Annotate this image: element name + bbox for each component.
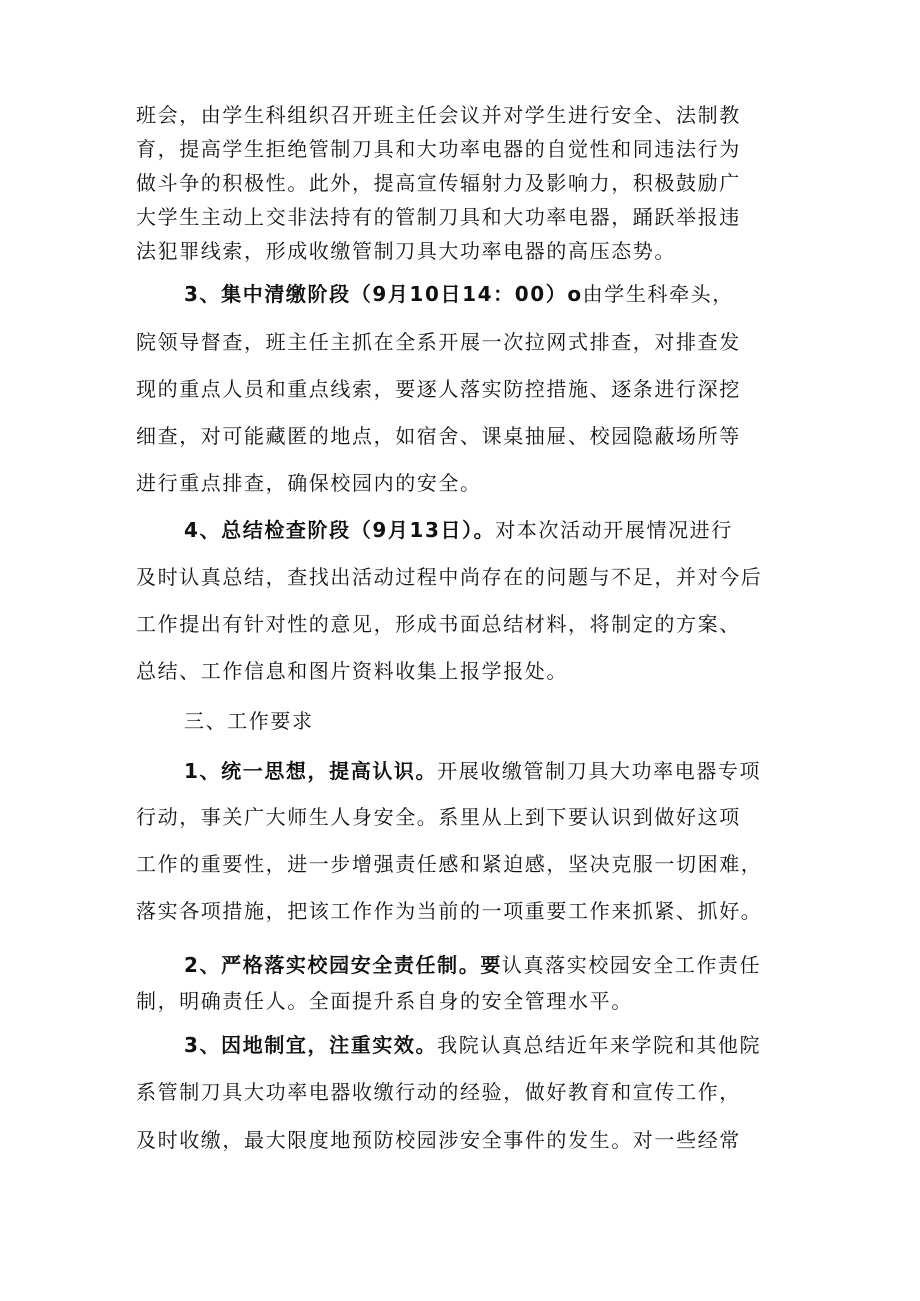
paragraph-line: 及时收缴，最大限度地预防校园涉安全事件的发生。对一些经常	[136, 1128, 741, 1152]
paragraph-text: 认真落实校园安全工作责任	[501, 953, 762, 977]
paragraph-line: 工作的重要性，进一步增强责任感和紧迫感，坚决克服一切困难，	[136, 852, 763, 876]
paragraph-line: 总结、工作信息和图片资料收集上报学报处。	[136, 659, 568, 683]
paragraph-text: 对本次活动开展情况进行	[495, 518, 733, 542]
paragraph-heading: 2、严格落实校园安全责任制。要	[184, 953, 502, 977]
paragraph-line: 育，提高学生拒绝管制刀具和大功率电器的自觉性和同违法行为	[136, 137, 741, 161]
paragraph-heading: 1、统一思想，提高认识。	[184, 759, 438, 783]
paragraph-text: 由学生科牵头，	[582, 282, 734, 306]
paragraph-heading: 4、总结检查阶段（9月13日）。	[184, 518, 496, 542]
paragraph-line: 班会，由学生科组织召开班主任会议并对学生进行安全、法制教	[136, 103, 741, 127]
paragraph-line: 行动，事关广大师生人身安全。系里从上到下要认识到做好这项	[136, 805, 741, 829]
section-title: 三、工作要求	[184, 709, 314, 733]
paragraph-line: 现的重点人员和重点线索，要逐人落实防控措施、逐条进行深挖	[136, 377, 741, 401]
paragraph-heading: 3、集中清缴阶段（9月10日14：00）o	[184, 282, 583, 306]
paragraph-line: 制，明确责任人。全面提升系自身的安全管理水平。	[136, 989, 633, 1013]
paragraph-heading: 3、因地制宜，注重实效。	[184, 1033, 438, 1057]
paragraph-line: 进行重点排查，确保校园内的安全。	[136, 471, 482, 495]
paragraph-line: 系管制刀具大功率电器收缴行动的经验，做好教育和宣传工作，	[136, 1080, 741, 1104]
paragraph-first-line	[184, 755, 761, 784]
paragraph-line: 院领导督查，班主任主抓在全系开展一次拉网式排查，对排查发	[136, 330, 741, 354]
paragraph-line: 及时认真总结，查找出活动过程中尚存在的问题与不足，并对今后	[136, 565, 763, 589]
paragraph-first-line	[184, 278, 734, 307]
paragraph-line: 落实各项措施，把该工作作为当前的一项重要工作来抓紧、抓好。	[136, 899, 763, 923]
paragraph-first-line	[184, 949, 761, 978]
paragraph-first-line	[184, 514, 733, 543]
paragraph-line: 做斗争的积极性。此外，提高宣传辐射力及影响力，积极鼓励广	[136, 171, 741, 195]
paragraph-line: 细查，对可能藏匿的地点，如宿舍、课桌抽屉、校园隐蔽场所等	[136, 424, 741, 448]
paragraph-first-line	[184, 1029, 761, 1058]
paragraph-text: 我院认真总结近年来学院和其他院	[437, 1033, 762, 1057]
paragraph-text: 开展收缴管制刀具大功率电器专项	[437, 759, 762, 783]
paragraph-line: 大学生主动上交非法持有的管制刀具和大功率电器，踊跃举报违	[136, 205, 741, 229]
paragraph-line: 工作提出有针对性的意见，形成书面总结材料，将制定的方案、	[136, 612, 741, 636]
paragraph-line: 法犯罪线索，形成收缴管制刀具大功率电器的高压态势。	[136, 239, 676, 263]
